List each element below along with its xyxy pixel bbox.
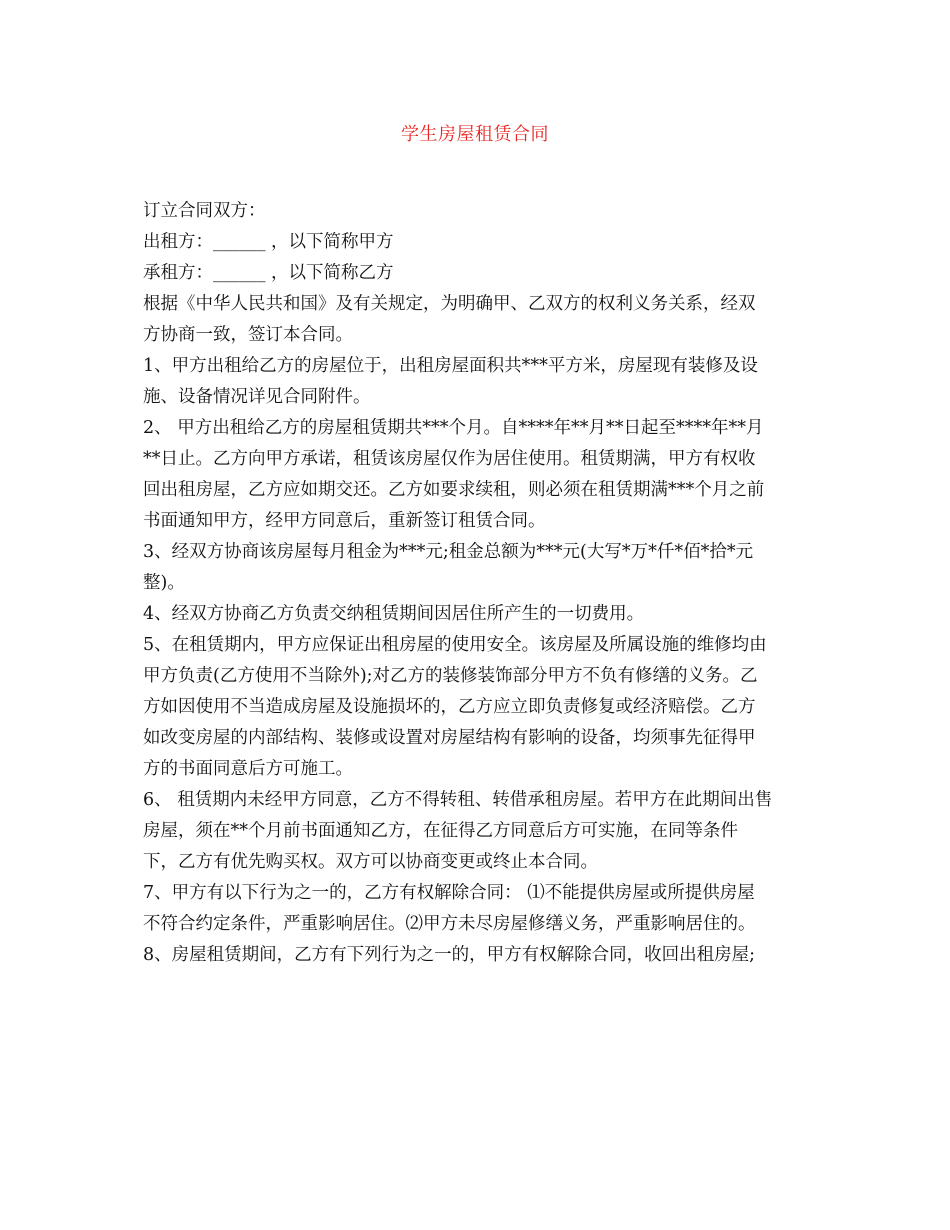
clause-1-line: 施、设备情况详见合同附件。: [143, 387, 371, 407]
clause-6-line: 6、 租赁期内未经甲方同意，乙方不得转租、转借承租房屋。若甲方在此期间出售: [143, 790, 773, 810]
body-line: 订立合同双方：: [143, 201, 266, 221]
document-title: 学生房屋租赁合同: [401, 124, 549, 145]
clause-1-line: 1、甲方出租给乙方的房屋位于，出租房屋面积共***平方米，房屋现有装修及设: [143, 356, 758, 376]
clause-2-line: 2、 甲方出租给乙方的房屋租赁期共***个月。自****年**月**日起至****年**月: [143, 418, 764, 438]
document-body: [143, 196, 811, 971]
clause-2-line: **日止。乙方向甲方承诺，租赁该房屋仅作为居住使用。租赁期满，甲方有权收: [143, 449, 756, 469]
body-line: 方协商一致，签订本合同。: [143, 325, 353, 345]
clause-6-line: 下，乙方有优先购买权。双方可以协商变更或终止本合同。: [143, 852, 598, 872]
body-line: 根据《中华人民共和国》及有关规定，为明确甲、乙双方的权利义务关系，经双: [143, 294, 756, 314]
clause-3-line: 整)。: [143, 573, 185, 593]
clause-7-line: 不符合约定条件，严重影响居住。⑵甲方未尽房屋修缮义务，严重影响居住的。: [143, 914, 756, 934]
clause-3-line: 3、经双方协商该房屋每月租金为***元;租金总额为***元(大写*万*仟*佰*拾*元: [143, 542, 754, 562]
clause-5-line: 方的书面同意后方可施工。: [143, 759, 353, 779]
clause-2-line: 书面通知甲方，经甲方同意后，重新签订租赁合同。: [143, 511, 546, 531]
clause-5-line: 甲方负责(乙方使用不当除外);对乙方的装修装饰部分甲方不负有修缮的义务。乙: [143, 666, 758, 686]
clause-5-line: 如改变房屋的内部结构、装修或设置对房屋结构有影响的设备，均须事先征得甲: [143, 728, 756, 748]
lessor-line: 出租方：______ ，以下简称甲方: [143, 232, 394, 252]
clause-6-line: 房屋，须在**个月前书面通知乙方，在征得乙方同意后方可实施，在同等条件: [143, 821, 738, 841]
clause-2-line: 回出租房屋，乙方应如期交还。乙方如要求续租，则必须在租赁期满***个月之前: [143, 480, 765, 500]
clause-8-line: 8、房屋租赁期间，乙方有下列行为之一的，甲方有权解除合同，收回出租房屋;: [143, 945, 756, 965]
clause-5-line: 5、在租赁期内，甲方应保证出租房屋的使用安全。该房屋及所属设施的维修均由: [143, 635, 767, 655]
clause-7-line: 7、甲方有以下行为之一的，乙方有权解除合同： ⑴不能提供房屋或所提供房屋: [143, 883, 755, 903]
clause-5-line: 方如因使用不当造成房屋及设施损坏的，乙方应立即负责修复或经济赔偿。乙方: [143, 697, 756, 717]
lessee-line: 承租方：______ ，以下简称乙方: [143, 263, 394, 283]
clause-4-line: 4、经双方协商乙方负责交纳租赁期间因居住所产生的一切费用。: [143, 604, 645, 624]
